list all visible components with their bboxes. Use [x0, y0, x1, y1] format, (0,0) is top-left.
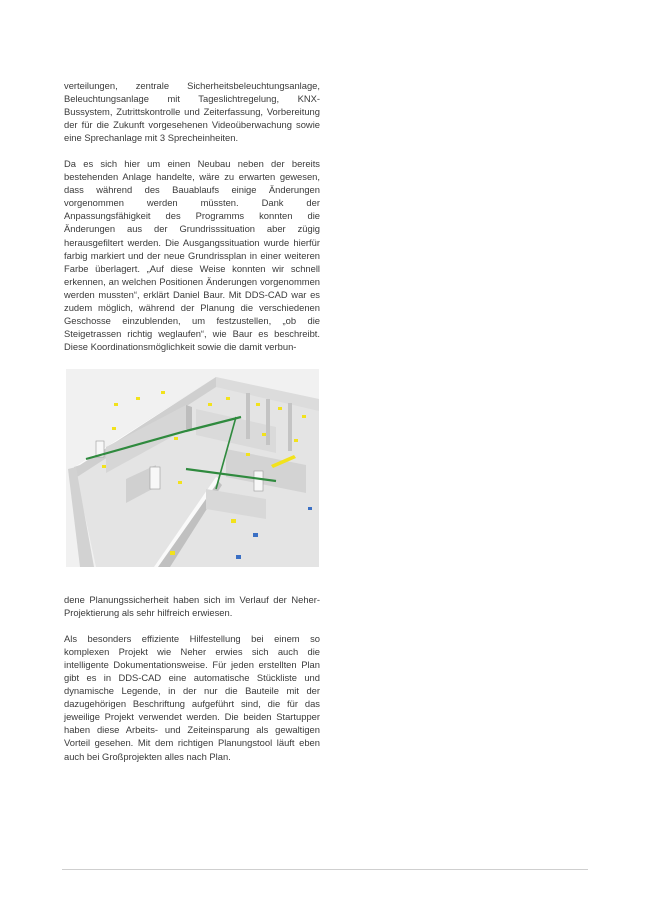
paragraph: Da es sich hier um einen Neubau neben der bereits bestehenden Anlage handelte, wäre zu erwarten gewesen, dass während des Bauablaufs einige Änderungen vorgenommen werden müssten. Dank der Anpassungsfähigkeit des Programms konnten die Änderungen aus der Grundrisssituation aber zügig herausgefiltert werden. Die Ausgangssituation wurde hierfür farbig markiert und der neue Grundrissplan in einer weiteren Farbe überlagert. „Auf diese Weise konnten wir schnell erkennen, an welchen Positionen Änderungen vorgenommen werden mussten“, erklärt Daniel Baur. Mit DDS-CAD war es zudem möglich, während der Planung die verschiedenen Geschosse einzublenden, um festzustellen, „ob die Steigetrassen richtig weglaufen“, wie Baur es beschreibt. Diese Koordinationsmöglichkeit sowie die damit verbun-: [64, 158, 320, 352]
article-column-bottom: [64, 593, 320, 763]
paragraph: verteilungen, zentrale Sicherheitsbeleuchtungsanlage, Beleuchtungsanlage mit Tageslichtregelung, KNX-Bussystem, Zutrittskontrolle und Zeiterfassung, Vorbereitung der für die Zukunft vorgesehenen Videoüberwachung sowie eine Sprechanlage mit 3 Sprecheinheiten.: [64, 80, 320, 144]
article-column-top: [64, 79, 320, 353]
paragraph: dene Planungssicherheit haben sich im Verlauf der Neher-Projektierung als sehr hilfreich erwiesen.: [64, 594, 320, 619]
building-3d-render-image: [66, 369, 319, 567]
footer-divider: [62, 869, 588, 870]
paragraph: Als besonders effiziente Hilfestellung bei einem so komplexen Projekt wie Neher erwies sich auch die intelligente Dokumentationsweise. Für jeden erstellten Plan gibt es in DDS-CAD eine automatische Stückliste und dynamische Legende, in der nur die Bauteile mit der dazugehörigen Beschriftung aufgeführt sind, die für das jeweilige Projekt verwendet werden. Die beiden Startupper haben diese Arbeits- und Zeiteinsparung als gewaltigen Vorteil gesehen. Mit dem richtigen Planungstool läuft eben auch bei Großprojekten alles nach Plan.: [64, 633, 320, 762]
building-3d-render: [66, 369, 319, 567]
